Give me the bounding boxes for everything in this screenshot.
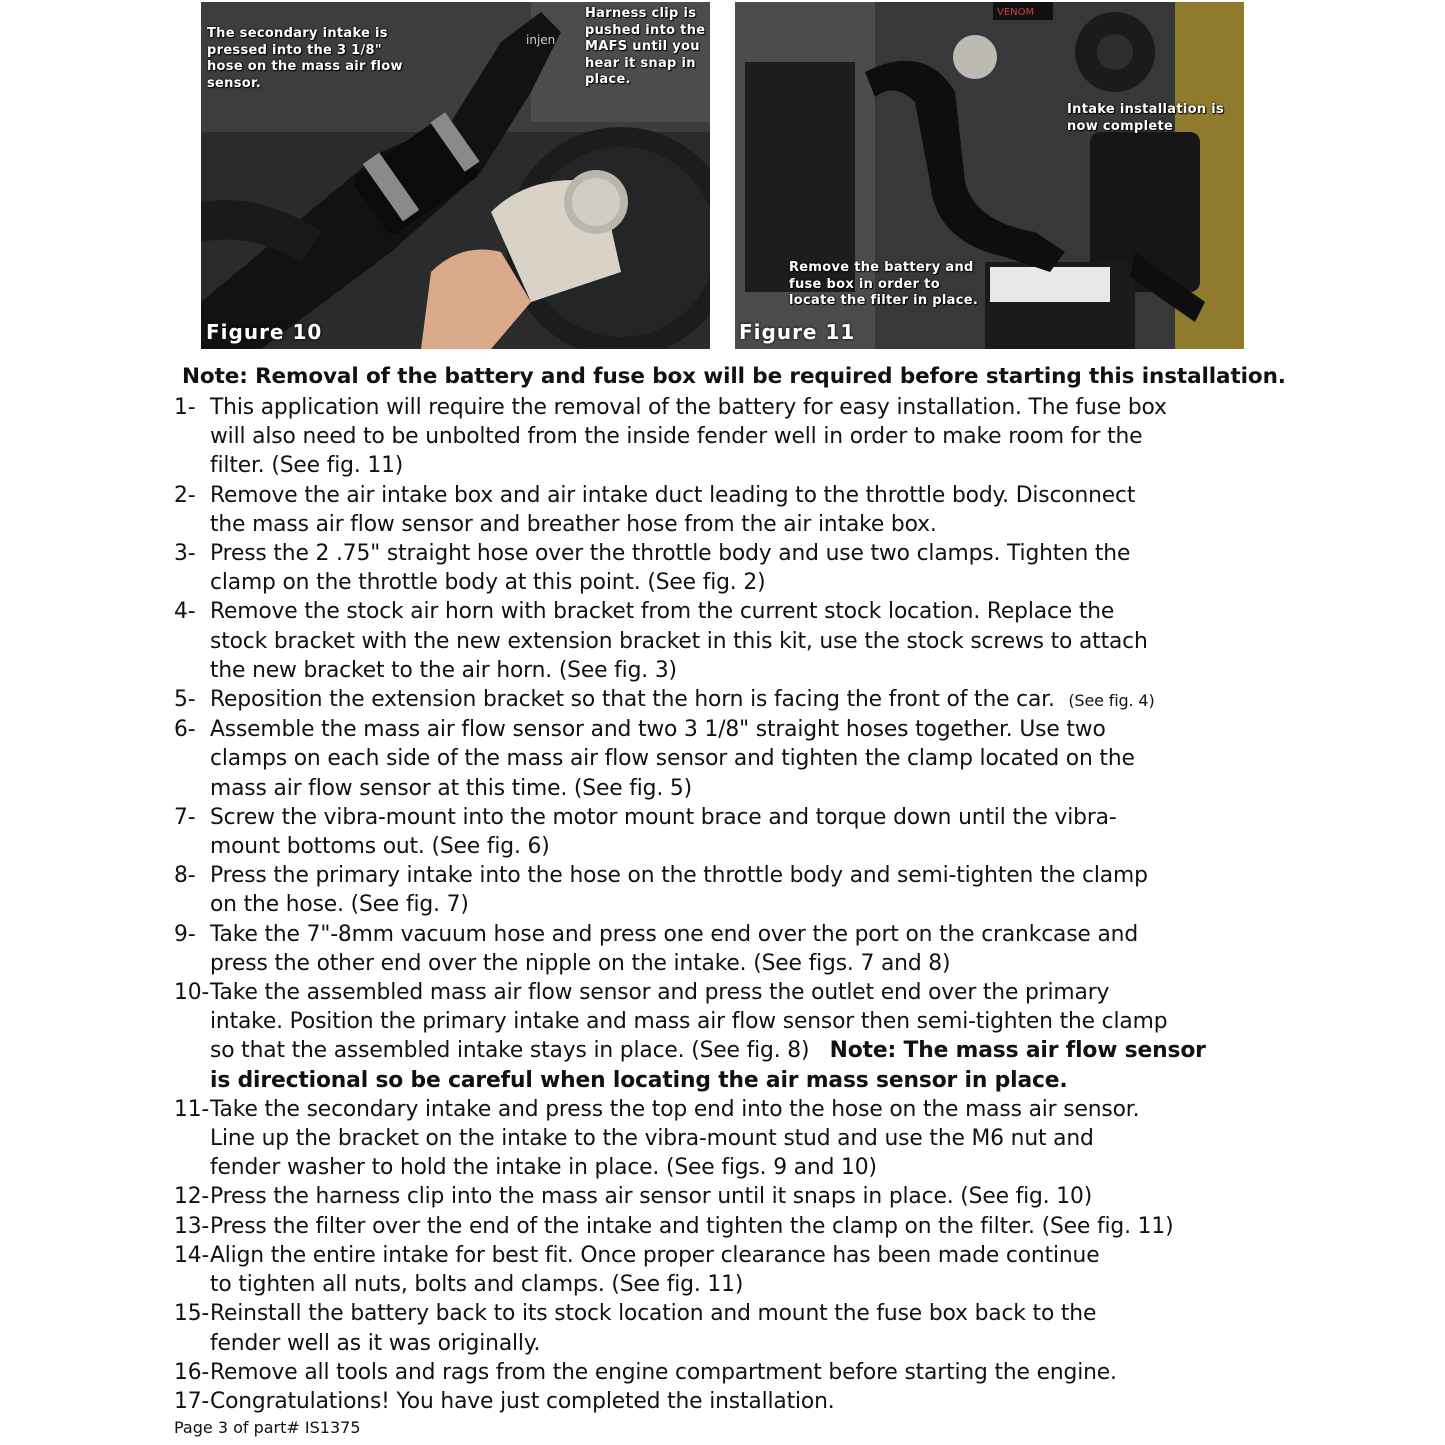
step-number: 5-: [174, 687, 196, 713]
step-text: Congratulations! You have just completed the installation.: [210, 1388, 835, 1414]
step-text: Assemble the mass air flow sensor and two 3 1/8" straight hoses together. Use two: [210, 717, 1106, 743]
step-text: Take the 7"-8mm vacuum hose and press one end over the port on the crankcase and: [210, 921, 1139, 947]
step-text: press the other end over the nipple on the intake. (See figs. 7 and 8): [210, 950, 951, 976]
step-text: filter. (See fig. 11): [210, 453, 404, 479]
step-number: 15-: [174, 1301, 210, 1327]
step-text: Press the filter over the end of the intake and tighten the clamp on the filter. (See fig. 11): [210, 1213, 1174, 1239]
step-number: 9-: [174, 921, 196, 947]
step-fig-ref: (See fig. 4): [1068, 691, 1155, 711]
step-text: Reposition the extension bracket so that the horn is facing the front of the car.: [210, 687, 1055, 713]
step-15: [174, 1299, 1274, 1357]
step-text: Take the assembled mass air flow sensor and press the outlet end over the primary: [210, 980, 1110, 1006]
step-number: 13-: [174, 1213, 210, 1239]
step-text: Remove the air intake box and air intake duct leading to the throttle body. Disconnect: [210, 482, 1136, 508]
step-number: 17-: [174, 1388, 210, 1414]
step-number: 6-: [174, 717, 196, 743]
step-text: Align the entire intake for best fit. Once proper clearance has been made continue: [210, 1242, 1100, 1268]
step-warning: is directional so be careful when locating the air mass sensor in place.: [210, 1067, 1068, 1093]
figure-11-caption-bottom: Remove the battery and fuse box in order to locate the filter in place.: [789, 260, 979, 308]
step-text: so that the assembled intake stays in place. (See fig. 8): [210, 1038, 810, 1064]
step-number: 8-: [174, 863, 196, 889]
step-2: [174, 481, 1274, 539]
step-text: Remove all tools and rags from the engine compartment before starting the engine.: [210, 1359, 1117, 1385]
step-16: [174, 1358, 1274, 1387]
step-text: on the hose. (See fig. 7): [210, 892, 469, 918]
step-number: 12-: [174, 1184, 210, 1210]
step-text: Press the primary intake into the hose on the throttle body and semi-tighten the clamp: [210, 863, 1148, 889]
step-text: clamp on the throttle body at this point. (See fig. 2): [210, 570, 766, 596]
step-7: [174, 803, 1274, 861]
step-number: 16-: [174, 1359, 210, 1385]
step-text: intake. Position the primary intake and mass air flow sensor then semi-tighten the clamp: [210, 1009, 1168, 1035]
step-warning: Note: The mass air flow sensor: [829, 1038, 1206, 1064]
svg-text:VENOM: VENOM: [997, 7, 1035, 18]
step-number: 2-: [174, 482, 196, 508]
step-number: 7-: [174, 804, 196, 830]
step-text: mass air flow sensor at this time. (See fig. 5): [210, 775, 692, 801]
step-14: [174, 1241, 1274, 1299]
installation-note: Note: Removal of the battery and fuse box will be required before starting this installation.: [182, 364, 1286, 389]
step-text: the mass air flow sensor and breather hose from the air intake box.: [210, 511, 937, 537]
step-number: 11-: [174, 1096, 210, 1122]
figure-10-caption-left: The secondary intake is pressed into the 3 1/8" hose on the mass air flow sensor.: [207, 26, 403, 91]
svg-text:injen: injen: [526, 33, 556, 47]
figure-10-photo: [201, 2, 710, 349]
step-text: Line up the bracket on the intake to the vibra-mount stud and use the M6 nut and: [210, 1126, 1094, 1152]
step-text: This application will require the removal of the battery for easy installation. The fuse box: [210, 395, 1167, 420]
figure-11-caption-top: Intake installation is now complete: [1067, 102, 1225, 134]
step-12: [174, 1182, 1274, 1211]
step-6: [174, 715, 1274, 803]
step-number: 14-: [174, 1242, 210, 1268]
step-3: [174, 539, 1274, 597]
step-text: Press the 2 .75" straight hose over the throttle body and use two clamps. Tighten the: [210, 541, 1131, 567]
step-text: clamps on each side of the mass air flow sensor and tighten the clamp located on the: [210, 746, 1135, 772]
step-4: [174, 597, 1274, 685]
step-8: [174, 861, 1274, 919]
step-text: to tighten all nuts, bolts and clamps. (See fig. 11): [210, 1272, 744, 1298]
step-text: Remove the stock air horn with bracket from the current stock location. Replace the: [210, 599, 1115, 625]
step-text: fender washer to hold the intake in place. (See figs. 9 and 10): [210, 1155, 877, 1181]
step-text: fender well as it was originally.: [210, 1330, 541, 1356]
step-number: 3-: [174, 541, 196, 567]
step-10: [174, 978, 1274, 1095]
step-text: the new bracket to the air horn. (See fig. 3): [210, 657, 677, 683]
step-text: Screw the vibra-mount into the motor mount brace and torque down until the vibra-: [210, 804, 1117, 830]
figure-10-label: Figure 10: [206, 320, 323, 344]
step-text: Press the harness clip into the mass air sensor until it snaps in place. (See fig. 10): [210, 1184, 1093, 1210]
step-1: [174, 393, 1274, 481]
step-number: 4-: [174, 599, 196, 625]
step-13: [174, 1212, 1274, 1241]
step-number: 1-: [174, 395, 196, 420]
step-text: will also need to be unbolted from the inside fender well in order to make room for the: [210, 424, 1143, 450]
figure-11-photo: [735, 2, 1244, 349]
step-17: [174, 1387, 1274, 1416]
step-number: 10-: [174, 980, 210, 1006]
figure-11-label: Figure 11: [739, 320, 856, 344]
step-text: mount bottoms out. (See fig. 6): [210, 834, 550, 860]
installation-steps: [174, 393, 1274, 1416]
page-footer: Page 3 of part# IS1375: [174, 1418, 361, 1437]
step-9: [174, 920, 1274, 978]
figure-10-caption-right: Harness clip is pushed into the MAFS until you hear it snap in place.: [585, 6, 706, 87]
step-text: stock bracket with the new extension bracket in this kit, use the stock screws to attach: [210, 628, 1148, 654]
step-text: Reinstall the battery back to its stock location and mount the fuse box back to the: [210, 1301, 1097, 1327]
step-5: [174, 685, 1274, 715]
step-11: [174, 1095, 1274, 1183]
step-text: Take the secondary intake and press the top end into the hose on the mass air sensor.: [210, 1096, 1140, 1122]
